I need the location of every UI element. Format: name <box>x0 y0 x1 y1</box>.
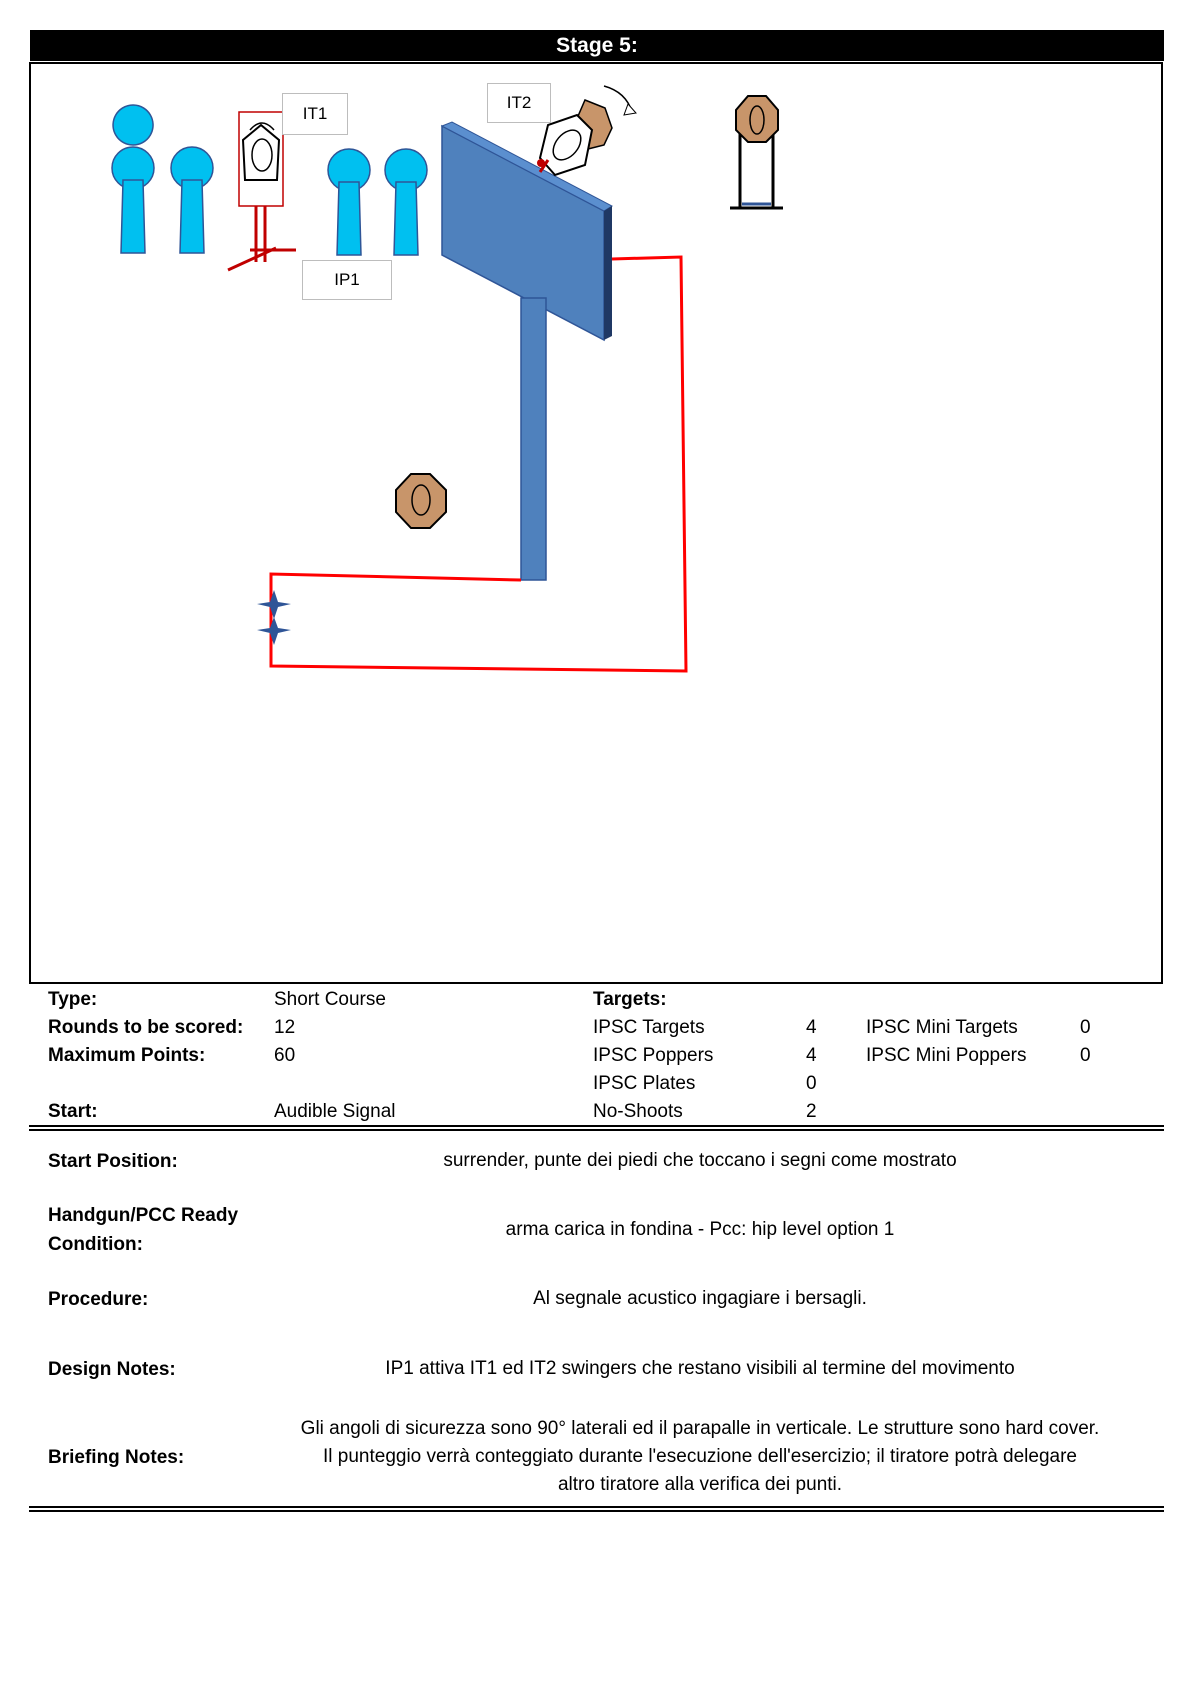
target-row-label: IPSC Plates <box>593 1073 696 1094</box>
design-notes-value: IP1 attiva IT1 ed IT2 swingers che restano visibili al termine del movimento <box>385 1358 1015 1379</box>
briefing-notes-line: Il punteggio verrà conteggiato durante l'esecuzione dell'esercizio; il tiratore potrà delegare <box>323 1446 1077 1467</box>
rounds-label: Rounds to be scored: <box>48 1017 244 1038</box>
popper-target-stand <box>730 96 783 208</box>
swinger-target-it1 <box>228 112 296 270</box>
wall-structure <box>442 122 612 580</box>
ready-condition-label-line2: Condition: <box>48 1234 143 1255</box>
label-ip1: IP1 <box>302 260 392 300</box>
no-shoot-popper-3 <box>328 149 370 255</box>
max-points-label: Maximum Points: <box>48 1045 206 1066</box>
mini-target-row-label: IPSC Mini Poppers <box>866 1045 1027 1066</box>
procedure-label: Procedure: <box>48 1289 149 1310</box>
briefing-notes-label: Briefing Notes: <box>48 1447 185 1468</box>
label-it2: IT2 <box>487 83 551 123</box>
start-position-marks <box>257 590 291 645</box>
targets-heading: Targets: <box>593 989 667 1010</box>
fault-line <box>271 257 686 671</box>
target-row-count: 4 <box>806 1045 817 1066</box>
type-value: Short Course <box>274 989 386 1010</box>
start-value: Audible Signal <box>274 1101 396 1122</box>
procedure-value: Al segnale acustico ingagiare i bersagli. <box>533 1288 867 1309</box>
start-position-label: Start Position: <box>48 1151 178 1172</box>
no-shoot-popper-1 <box>112 105 154 253</box>
type-label: Type: <box>48 989 98 1010</box>
popper-target-center <box>396 474 446 528</box>
mini-target-row-count: 0 <box>1080 1045 1091 1066</box>
ready-condition-value: arma carica in fondina - Pcc: hip level option 1 <box>505 1219 895 1240</box>
target-row-count: 4 <box>806 1017 817 1038</box>
briefing-notes-line: Gli angoli di sicurezza sono 90° laterali ed il parapalle in verticale. Le strutture sono hard cover. <box>300 1418 1100 1439</box>
design-notes-label: Design Notes: <box>48 1359 176 1380</box>
ready-condition-label-line1: Handgun/PCC Ready <box>48 1205 239 1226</box>
target-row-label: IPSC Poppers <box>593 1045 714 1066</box>
no-shoot-popper-4 <box>385 149 427 255</box>
stage-title: Stage 5: <box>30 30 1164 61</box>
mini-target-row-label: IPSC Mini Targets <box>866 1017 1018 1038</box>
swinger-target-it2 <box>537 86 636 175</box>
target-row-label: No-Shoots <box>593 1101 683 1122</box>
no-shoot-popper-2 <box>171 147 213 253</box>
section-divider <box>29 1125 1164 1131</box>
start-label: Start: <box>48 1101 98 1122</box>
rounds-value: 12 <box>274 1017 296 1038</box>
mini-target-row-count: 0 <box>1080 1017 1091 1038</box>
max-points-value: 60 <box>274 1045 296 1066</box>
target-row-label: IPSC Targets <box>593 1017 705 1038</box>
briefing-notes-line: altro tiratore alla verifica dei punti. <box>557 1474 843 1495</box>
start-position-value: surrender, punte dei piedi che toccano i segni come mostrato <box>443 1150 957 1171</box>
bottom-divider <box>29 1506 1164 1512</box>
target-row-count: 0 <box>806 1073 817 1094</box>
label-it1: IT1 <box>282 93 348 135</box>
target-row-count: 2 <box>806 1101 817 1122</box>
